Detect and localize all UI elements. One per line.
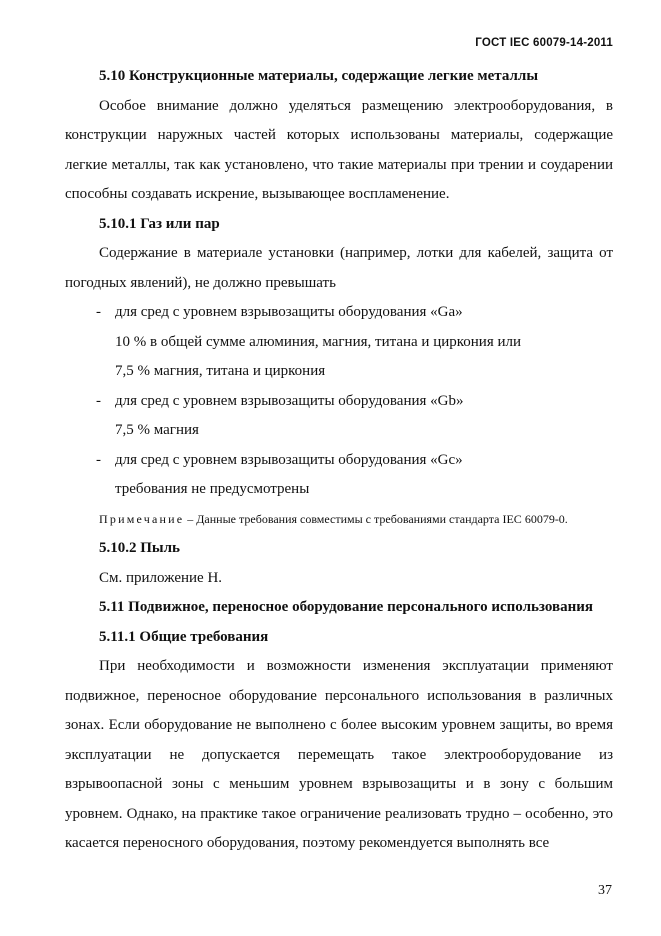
list-item-text: для сред с уровнем взрывозащиты оборудования «Ga» [115, 304, 463, 320]
list-item-gb [65, 387, 613, 417]
list-dash: - [96, 451, 101, 468]
list-item-gc [65, 446, 613, 476]
heading-5-10-2: 5.10.2 Пыль [99, 540, 180, 556]
note [65, 505, 613, 535]
heading-5-10: 5.10 Конструкционные материалы, содержащие легкие металлы [99, 68, 539, 84]
document-code-header: ГОСТ IEC 60079-14-2011 [475, 37, 613, 49]
heading-5-11: 5.11 Подвижное, переносное оборудование персонального использования [99, 599, 593, 615]
list-item-text: для сред с уровнем взрывозащиты оборудования «Gc» [115, 451, 463, 468]
paragraph-5-10: Особое внимание должно уделяться размещению электрооборудования, в конструкции наружных частей которых использованы материалы, содержащие легкие металлы, так как установлено, что такие материалы при трении и соударении способны создавать искрение, вызывающее воспламенение. [65, 97, 613, 202]
requirement-line: 7,5 % магния [115, 422, 199, 438]
requirement-line: 10 % в общей сумме алюминия, магния, титана и циркония или [115, 333, 522, 350]
note-text: – Данные требования совместимы с требованиями стандарта IEC 60079-0. [184, 511, 568, 526]
list-dash: - [96, 304, 101, 320]
requirement-line: 7,5 % магния, титана и циркония [115, 363, 326, 379]
heading-5-11-1: 5.11.1 Общие требования [99, 628, 269, 645]
page-content [65, 62, 613, 859]
requirement-line: требования не предусмотрены [115, 481, 310, 497]
paragraph-5-10-2: См. приложение H. [99, 569, 223, 586]
heading-5-10-1: 5.10.1 Газ или пар [99, 215, 220, 232]
page-number: 37 [598, 883, 612, 898]
paragraph-5-11-1: При необходимости и возможности изменения эксплуатации применяют подвижное, переносное оборудование персонального использования в различных зонах. Если оборудование не выполнено с более высоким уровнем защиты, во время эксплуатации не допускается перемещать такое электрооборудование из взрывоопасной зоны с меньшим уровнем взрывозащиты и в зону с большим уровнем. Однако, на практике такое ограничение реализовать трудно – особенно, это касается переносного оборудования, поэтому рекомендуется выполнять все [65, 658, 613, 851]
list-item-text: для сред с уровнем взрывозащиты оборудования «Gb» [115, 392, 464, 409]
list-item-ga [65, 298, 613, 328]
list-dash: - [96, 392, 101, 409]
paragraph-5-10-1-intro: Содержание в материале установки (например, лотки для кабелей, защита от погодных явлений), не должно превышать [65, 245, 613, 291]
note-label: Примечание [99, 511, 185, 526]
